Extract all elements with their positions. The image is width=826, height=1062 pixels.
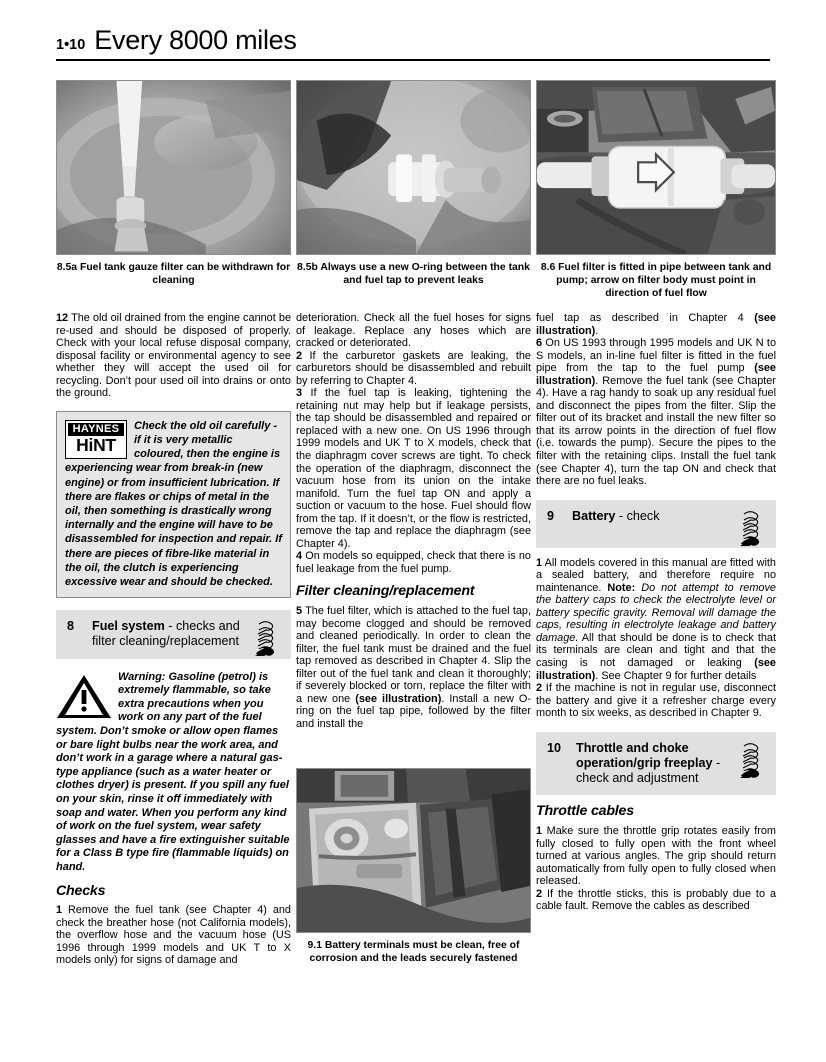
spanner-icon bbox=[254, 616, 284, 656]
section-number: 8 bbox=[67, 619, 75, 634]
paragraph-text: If the carburetor gaskets are leaking, the carburetors should be disassembled and rebuilt by referring to Chapter 4. bbox=[296, 349, 531, 387]
see-illustration-ref: (see illustration) bbox=[536, 362, 776, 387]
figure-8-5a-caption: 8.5a Fuel tank gauze filter can be withdrawn for cleaning bbox=[56, 262, 291, 286]
paragraph-text-c: . See Chapter 9 for further details bbox=[595, 669, 757, 682]
paragraph-text: If the fuel tap is leaking, tightening the retaining nut may help but if leakage persists, the tap should be disassembled and repaired or replaced with a new one. On US 1996 through 1999 models and UK T to X models, check that the diaphragm cover screws are tight. To check the operation of the diaphragm, disconnect the vacuum hose from its union on the intake manifold. Turn the fuel tap ON and apply a suction or vacuum to the hose. Fuel should flow from the tap. If it doesn’t, or the flow is restricted, remove the tap and replace the diaphragm (see Chapter 4). bbox=[296, 387, 532, 550]
paragraph-1-continued: deterioration. Check all the fuel hoses for signs of leakage. Replace any hoses which are cracked or deteriorated. bbox=[296, 312, 531, 350]
paragraph-text: Make sure the throttle grip rotates easily from fully closed to fully open with the front wheel turned at various angles. The grip should return automatically from fully open to fully closed when released. bbox=[536, 824, 776, 888]
haynes-logo-top: HAYNES bbox=[68, 423, 124, 436]
paragraph-text-b: . Install a new O-ring on the fuel tap pipe, followed by the filter and install the bbox=[296, 692, 531, 731]
battery-paragraph-1 bbox=[536, 557, 776, 682]
warning-triangle-icon bbox=[56, 673, 112, 719]
section-title-bold: Battery bbox=[572, 508, 616, 523]
column-3 bbox=[536, 312, 776, 913]
paragraph-text-b: All that should be done is to check that its terminals are clean and tight and that the casing is not damaged or leaking bbox=[536, 631, 776, 670]
paragraph-text: Remove the fuel tank (see Chapter 4) and check the breather hose (not California models), the overflow hose and the vacuum hose (US 1996 through 1999 models and UK T to X models only) for signs of damage and bbox=[56, 904, 291, 967]
paragraph-number: 4 bbox=[296, 550, 303, 563]
figure-8-5b-caption: 8.5b Always use a new O-ring between the tank and fuel tap to prevent leaks bbox=[297, 262, 530, 286]
paragraph-text-b: . Remove the fuel tank (see Chapter 4). Have a rag handy to soak up any residual fuel and disconnect the pipes from the filter. Slip the filter out of its bracket and install the new filter so that its arrow points in the direction of fuel flow (i.e. towards the pump). Secure the pipes to the filter with the retaining clips. Install the fuel tank (see Chapter 4), turn the tap ON and check that there are no fuel leaks. bbox=[536, 374, 776, 488]
paragraph-number: 1 bbox=[56, 904, 63, 917]
column-2 bbox=[296, 312, 531, 731]
figure-8-6-photo bbox=[536, 80, 776, 255]
paragraph-text-a: fuel tap as described in Chapter 4 bbox=[536, 312, 755, 324]
figure-8-6-caption: 8.6 Fuel filter is fitted in pipe between tank and pump; arrow on filter body must point in direction of fuel flow bbox=[540, 262, 772, 299]
section-title-rest: - checks and filter cleaning/replacement bbox=[92, 619, 240, 649]
paragraph-text: The old oil drained from the engine cannot be re-used and should be disposed of properly. Check with your local refuse disposal company, disposal facility or environmental agency to see whether they will accept the used oil for recycling. Don’t pour used oil into drains or onto the ground. bbox=[56, 312, 291, 400]
paragraph-5 bbox=[296, 605, 531, 730]
section-title bbox=[576, 741, 726, 787]
spanner-icon bbox=[739, 506, 769, 546]
section-title-rest: - check bbox=[615, 508, 660, 523]
fuel-tank-gauze-filter-image bbox=[57, 81, 290, 255]
haynes-hint-box bbox=[56, 411, 291, 598]
section-title-bold: Throttle and choke operation/grip freeplay bbox=[576, 740, 713, 770]
inline-fuel-filter-image bbox=[537, 81, 775, 255]
paragraph-text-a: The fuel filter, which is attached to the fuel tap, may become clogged and should be removed and cleaned periodically. In order to clean the filter, the fuel tank must be drained and the fuel tap removed as described in Chapter 4. Slip the filter out of the fuel tank and clean it thoroughly; if severely blocked or torn, replace the filter with a new one bbox=[296, 605, 531, 705]
section-header-9 bbox=[536, 500, 776, 548]
paragraph-number: 2 bbox=[536, 887, 543, 900]
filter-cleaning-heading: Filter cleaning/replacement bbox=[296, 583, 475, 600]
paragraph-2 bbox=[296, 350, 531, 388]
paragraph-3 bbox=[296, 387, 531, 550]
throttle-cables-heading: Throttle cables bbox=[536, 803, 634, 820]
paragraph-text-a: On US 1993 through 1995 models and UK N to S models, an in-line fuel filter is fitted in the fuel pipe from the tap to the fuel pump bbox=[536, 337, 776, 375]
figure-9-1-caption: 9.1 Battery terminals must be clean, free of corrosion and the leads securely fastened bbox=[307, 940, 520, 964]
column-1 bbox=[56, 312, 291, 967]
see-illustration-ref: (see illustration) bbox=[536, 312, 776, 337]
see-illustration-ref: (see illustration) bbox=[355, 692, 442, 705]
paragraph-number: 6 bbox=[536, 337, 543, 350]
figure-9-1-photo bbox=[296, 768, 531, 933]
section-header-10 bbox=[536, 732, 776, 796]
paragraph-number: 2 bbox=[296, 349, 303, 362]
paragraph-12 bbox=[56, 312, 291, 400]
paragraph-4 bbox=[296, 550, 531, 575]
paragraph-text: On models so equipped, check that there is no fuel leakage from the fuel pump. bbox=[296, 550, 531, 575]
paragraph-number: 3 bbox=[296, 387, 303, 400]
note-label: Note: bbox=[607, 581, 636, 594]
page-title: Every 8000 miles bbox=[94, 25, 297, 55]
section-title bbox=[572, 509, 726, 524]
paragraph-number: 5 bbox=[296, 605, 303, 618]
o-ring-fuel-tap-image bbox=[297, 81, 530, 255]
page-header bbox=[56, 26, 770, 61]
battery-terminals-image bbox=[297, 769, 530, 933]
paragraph-number: 2 bbox=[536, 682, 543, 695]
paragraph-text: If the throttle sticks, this is probably due to a cable fault. Remove the cables as described bbox=[536, 887, 776, 913]
page-folio: 1•10 bbox=[56, 37, 86, 53]
checks-heading: Checks bbox=[56, 882, 106, 899]
paragraph-text-b: . bbox=[595, 324, 599, 337]
section-number: 9 bbox=[547, 508, 555, 523]
section-number: 10 bbox=[547, 740, 562, 755]
paragraph-number: 1 bbox=[536, 556, 543, 569]
warning-text: Warning: Gasoline (petrol) is extremely flammable, so take extra precautions when you work on any part of the fuel system. Don’t smoke or allow open flames or bare light bulbs near the work area, and don’t work in a garage where a natural gas-type appliance (such as a water heater or clothes dryer) is present. If you spill any fuel on your skin, rinse it off immediately with soap and water. When you perform any kind of work on the fuel system, wear safety glasses and have a fire extinguisher suitable for a Class B type fire (flammable liquids) on hand. bbox=[56, 670, 290, 873]
note-italic-text: Do not attempt to remove the battery caps to check the electrolyte level or battery specific gravity. Removal will damage the caps, resulting in electrolyte leakage and battery damage. bbox=[536, 581, 776, 644]
paragraph-6 bbox=[536, 337, 776, 488]
haynes-hint-text: Check the old oil carefully - if it is very metallic coloured, then the engine is experiencing wear from break-in (new engine) or from insufficient lubrication. If there are flakes or chips of metal in the oil, then something is drastically wrong internally and the engine will have to be disassembled for inspection and repair. If there are pieces of fibre-like material in the oil, the clutch is experiencing excessive wear and should be checked. bbox=[65, 419, 283, 589]
figure-8-5b-photo bbox=[296, 80, 531, 255]
paragraph-number: 1 bbox=[536, 824, 543, 837]
section-header-8 bbox=[56, 610, 291, 658]
checks-paragraph-1 bbox=[56, 904, 291, 967]
section-title-rest: - check and adjustment bbox=[576, 755, 721, 786]
spanner-icon bbox=[739, 738, 769, 778]
battery-paragraph-2 bbox=[536, 682, 776, 720]
paragraph-number: 12 bbox=[56, 312, 69, 324]
haynes-hint-logo bbox=[65, 420, 127, 459]
throttle-paragraph-1 bbox=[536, 825, 776, 888]
section-title-bold: Fuel system bbox=[92, 619, 165, 634]
see-illustration-ref: (see illustration) bbox=[536, 657, 776, 682]
figure-8-5a-photo bbox=[56, 80, 291, 255]
haynes-logo-bottom: HiNT bbox=[76, 434, 116, 455]
throttle-paragraph-2 bbox=[536, 888, 776, 913]
paragraph-text: If the machine is not in regular use, disconnect the battery and give it a refresher charge every month to six weeks, as described in Chapter 9. bbox=[536, 682, 777, 720]
warning-block bbox=[56, 671, 291, 875]
header-rule bbox=[56, 59, 770, 61]
paragraph-5-continued bbox=[536, 312, 776, 337]
paragraph-text-a: All models covered in this manual are fitted with a sealed battery, and therefore require no maintenance. bbox=[536, 556, 776, 594]
section-title bbox=[92, 619, 241, 649]
